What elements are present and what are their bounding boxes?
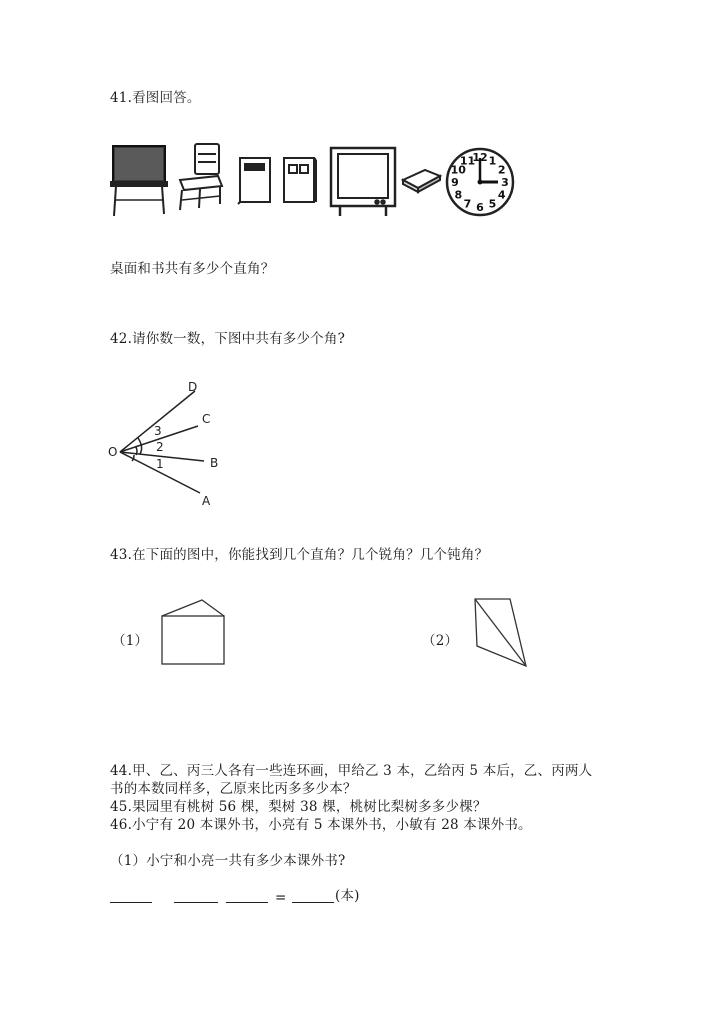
clock-number: 5	[488, 197, 497, 211]
angle-label-2: 2	[156, 440, 164, 454]
q42-title: 42.请你数一数，下图中共有多少个角?	[110, 331, 346, 347]
clock-number: 7	[463, 197, 472, 211]
q43-label-1: （1）	[112, 633, 149, 649]
answer-blank-3[interactable]	[226, 902, 268, 903]
clock-number: 4	[497, 188, 506, 202]
tv-image	[331, 148, 395, 216]
clock-number: 6	[476, 201, 484, 214]
clock-image	[447, 149, 513, 215]
label-b: B	[210, 456, 219, 470]
book-image	[284, 158, 316, 202]
q41-title: 41.看图回答。	[110, 90, 201, 106]
q43-title: 43.在下面的图中，你能找到几个直角？几个锐角？几个钝角？	[110, 547, 489, 563]
q41-question: 桌面和书共有多少个直角？	[110, 261, 275, 277]
equals-sign: =	[275, 890, 287, 906]
answer-blank-1[interactable]	[110, 902, 152, 903]
clock-number: 11	[459, 154, 476, 168]
book-image	[238, 158, 270, 204]
answer-blank-result[interactable]	[292, 902, 334, 903]
q41-pictures	[100, 140, 530, 225]
eraser-image	[403, 170, 440, 192]
clock-number: 10	[450, 163, 466, 177]
clock-number: 2	[497, 163, 506, 177]
unit-label: (本)	[335, 888, 360, 904]
clock-number: 9	[451, 176, 459, 189]
q42-angle-figure	[100, 375, 240, 515]
chair-image	[180, 144, 222, 210]
answer-blank-2[interactable]	[174, 902, 218, 903]
q43-label-2: （2）	[422, 633, 459, 649]
q44-line1: 44.甲、乙、丙三人各有一些连环画，甲给乙 3 本，乙给丙 5 本后，乙、丙两人	[110, 763, 593, 779]
label-d: D	[188, 380, 198, 394]
clock-number: 1	[488, 154, 497, 168]
label-a: A	[202, 494, 211, 508]
q46-text: 46.小宁有 20 本课外书，小亮有 5 本课外书，小敏有 28 本课外书。	[110, 817, 532, 833]
angle-label-1: 1	[156, 457, 164, 471]
angle-label-3: 3	[154, 424, 162, 438]
q43-figure-2	[470, 596, 530, 670]
label-o: O	[108, 445, 118, 459]
blackboard-image	[111, 146, 167, 216]
clock-number: 3	[501, 176, 509, 189]
label-c: C	[202, 412, 211, 426]
q44-line2: 书的本数同样多，乙原来比丙多多少本？	[110, 781, 357, 797]
q46-sub1: （1）小宁和小亮一共有多少本课外书?	[110, 853, 346, 869]
q45-text: 45.果园里有桃树 56 棵，梨树 38 棵，桃树比梨树多多少棵？	[110, 799, 487, 815]
clock-number: 8	[454, 188, 463, 202]
clock-number: 12	[472, 151, 488, 164]
q43-figure-1	[160, 598, 230, 668]
